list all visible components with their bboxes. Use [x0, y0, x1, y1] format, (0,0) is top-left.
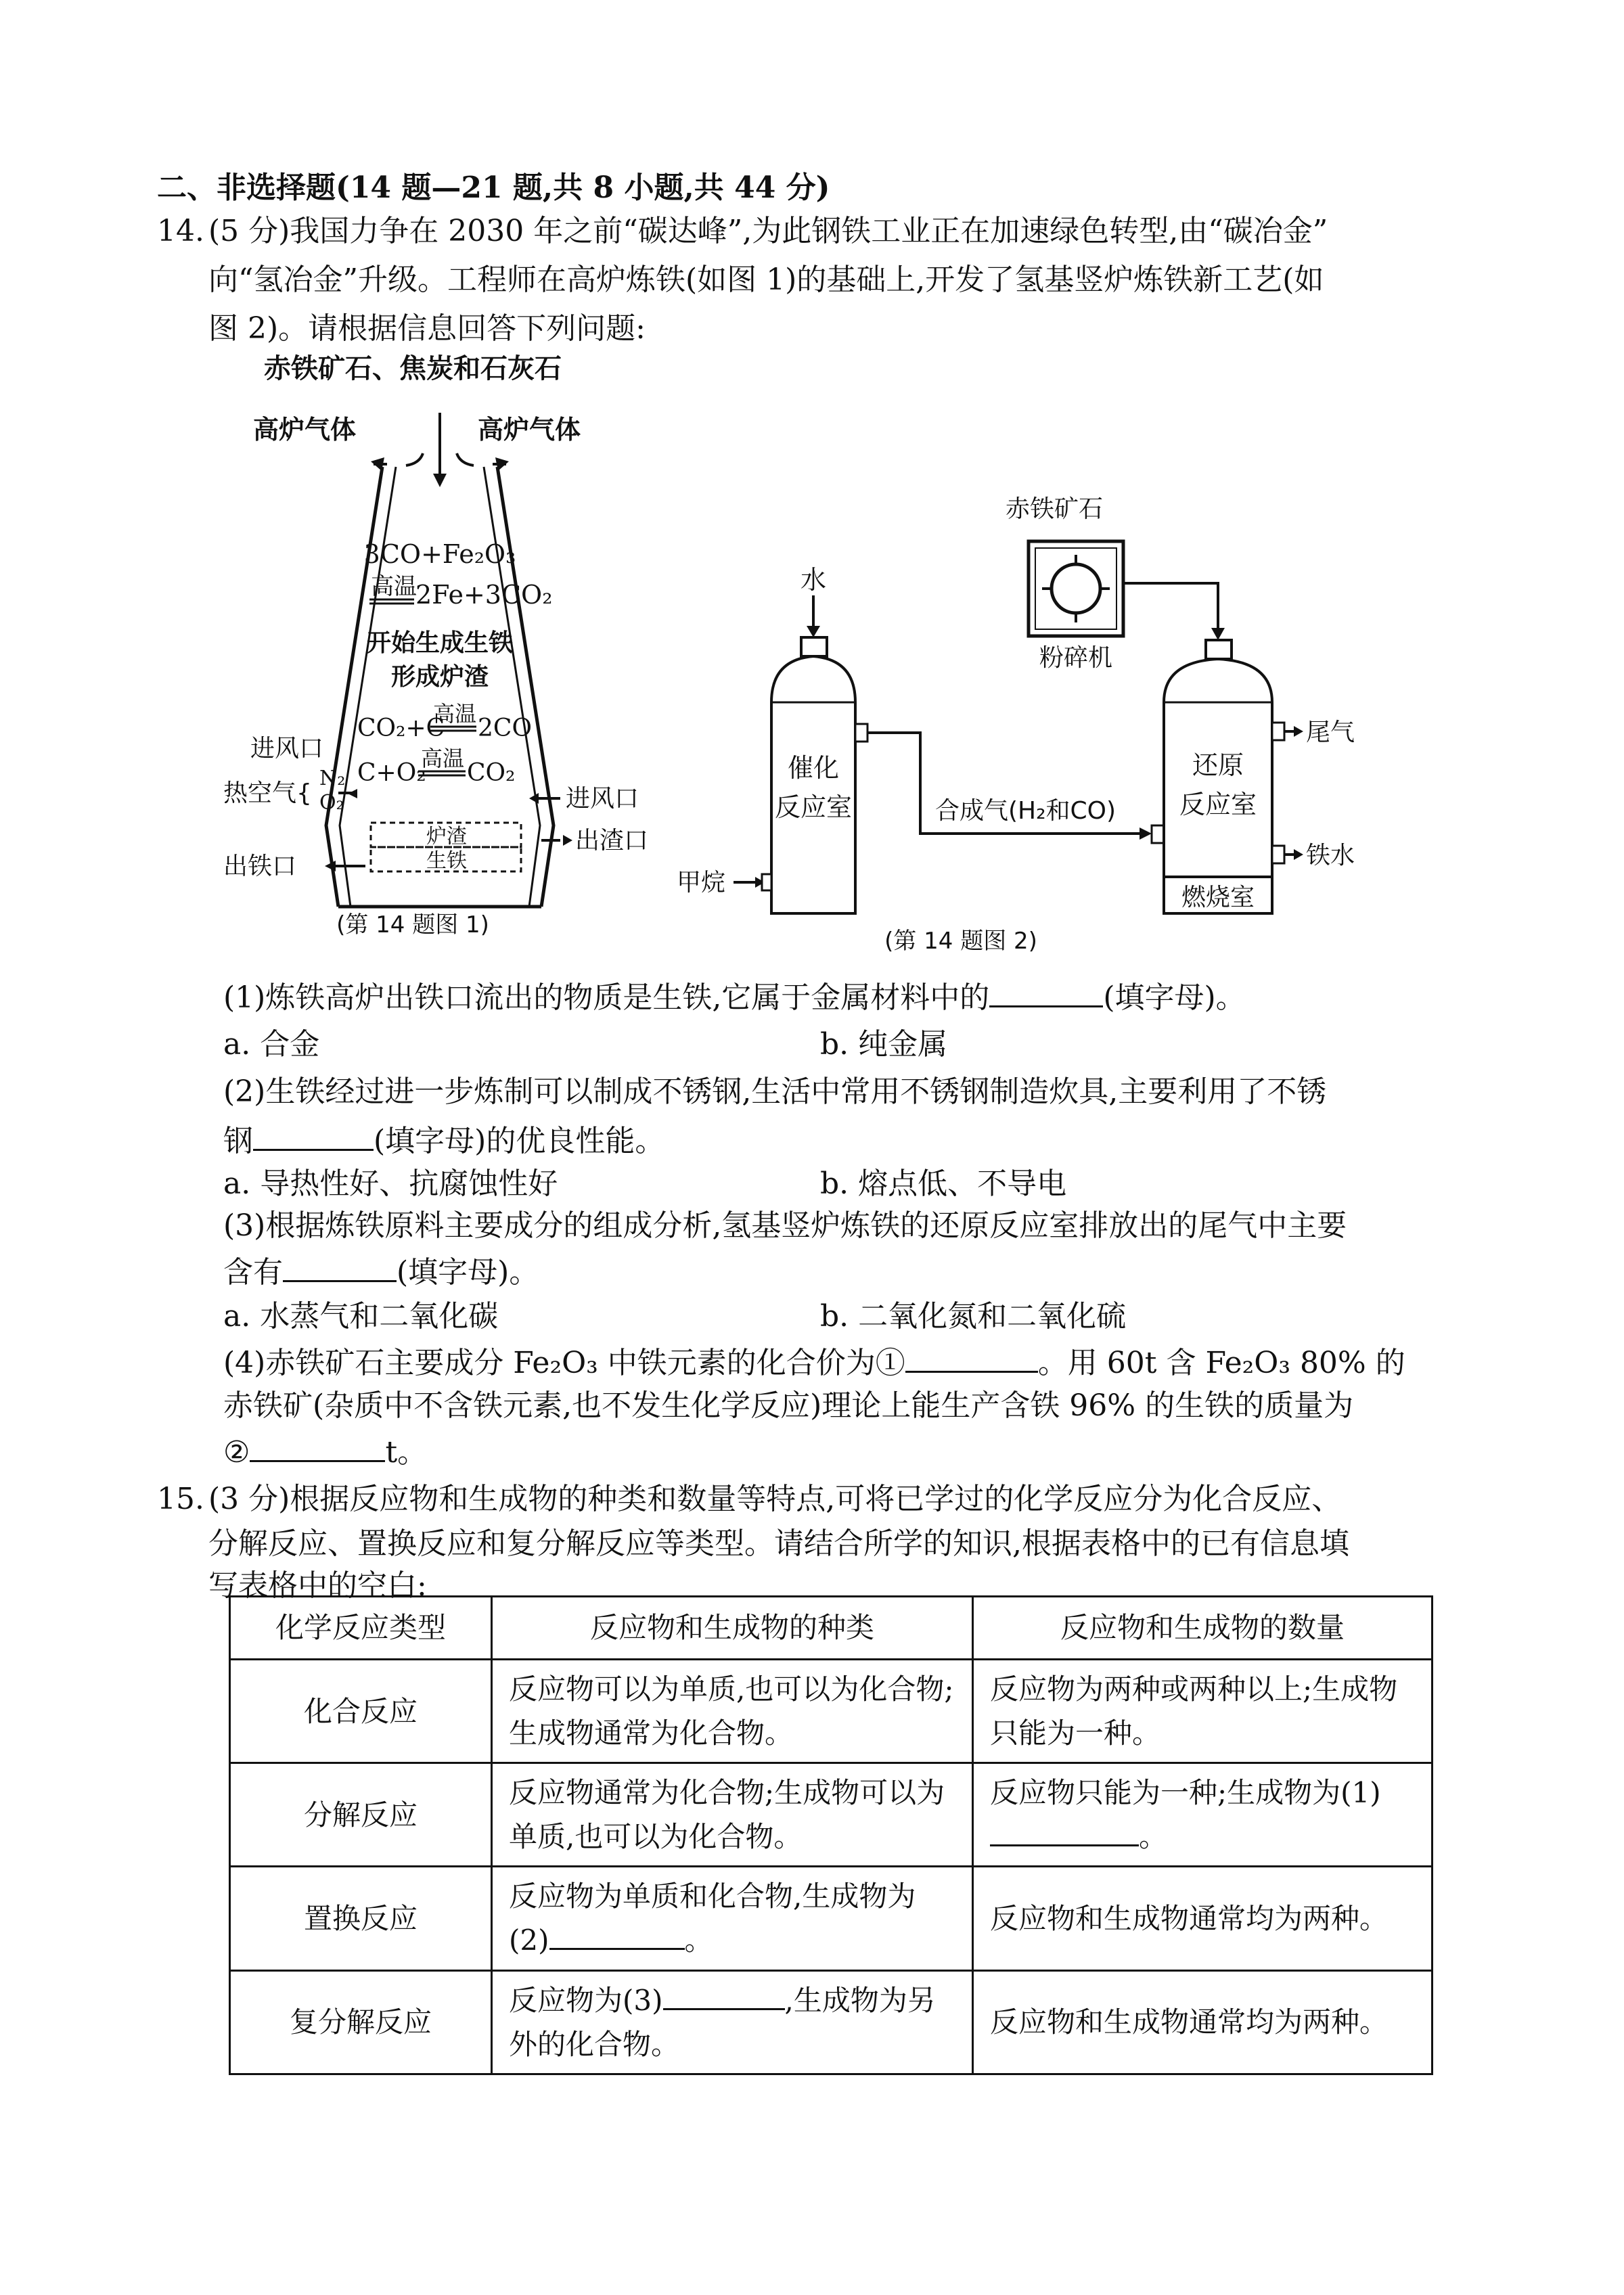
q14-intro-line-3: 图 2)。请根据信息回答下列问题:: [208, 311, 646, 346]
table-cell-kinds: 反应物通常为化合物;生成物可以为单质,也可以为化合物。: [492, 1763, 973, 1867]
table-cell-count-text-b: 。: [1139, 1820, 1168, 1854]
q14-sub4-line-1: [223, 1344, 1405, 1382]
table-row: [230, 1660, 1433, 1763]
q15-blank-3[interactable]: [663, 1982, 785, 2010]
fig2-reduction-2: 反应室: [1179, 790, 1257, 819]
q14-sub2-blank[interactable]: [253, 1122, 374, 1151]
fig1-eq3-right: CO₂: [467, 759, 516, 787]
fig2-reduction-1: 还原: [1192, 750, 1244, 780]
q14-sub1: [223, 978, 1246, 1016]
q15-blank-2[interactable]: [549, 1922, 685, 1950]
q14-sub4-text-a: (4)赤铁矿石主要成分 Fe₂O₃ 中铁元素的化合价为①: [223, 1346, 905, 1380]
fig2-water: 水: [800, 565, 827, 595]
table-cell-kinds-text-b: ,生成物为另外的化合物。: [509, 1983, 936, 2061]
fig2-tail-gas: 尾气: [1306, 719, 1355, 746]
fig1-eq3-left: C+O₂: [357, 759, 426, 787]
fig1-gas-right: 高炉气体: [477, 415, 581, 445]
q14-number: 14.: [157, 214, 204, 248]
fig1-eq1-top: 3CO+Fe₂O₃: [363, 539, 516, 569]
table-row: [230, 1867, 1433, 1970]
reaction-type-table: [229, 1595, 1433, 2075]
fig1-eq2-cond: 高温: [433, 701, 477, 727]
q14-sub2-option-b[interactable]: b. 熔点低、不导电: [820, 1166, 1067, 1201]
q14-sub3-line-1: (3)根据炼铁原料主要成分的组成分析,氢基竖炉炼铁的还原反应室排放出的尾气中主要: [223, 1208, 1347, 1243]
fig1-slag: 炉渣: [426, 825, 467, 848]
q14-sub4-line-2: 赤铁矿(杂质中不含铁元素,也不发生化学反应)理论上能生产含铁 96% 的生铁的质量为: [223, 1388, 1354, 1423]
fig1-top-label: 赤铁矿石、焦炭和石灰石: [264, 353, 562, 384]
q14-sub2-option-a[interactable]: a. 导热性好、抗腐蚀性好: [223, 1166, 558, 1201]
table-cell-count: 反应物和生成物通常均为两种。: [973, 1970, 1433, 2074]
fig1-n2: N₂: [319, 767, 346, 790]
table-row: [230, 1970, 1433, 2074]
fig1-hot-air: 热空气{: [223, 779, 312, 807]
fig1-eq3-cond: 高温: [421, 746, 465, 771]
table-cell-count-text-a: 反应物只能为一种;生成物为(1): [990, 1776, 1381, 1810]
table-cell-type: 化合反应: [230, 1660, 492, 1763]
q14-sub1-option-a[interactable]: a. 合金: [223, 1027, 320, 1062]
fig2-catalytic-2: 反应室: [774, 792, 853, 822]
table-cell-type: 复分解反应: [230, 1970, 492, 2074]
fig1-slag-outlet: 出渣口: [575, 827, 649, 855]
q14-sub1-text-a: (1)炼铁高炉出铁口流出的物质是生铁,它属于金属材料中的: [223, 980, 990, 1015]
shaft-furnace-diagram: [677, 487, 1435, 961]
fig1-eq2-left: CO₂+C: [357, 714, 445, 742]
fig1-note-1: 开始生成生铁: [366, 629, 514, 657]
table-cell-count: 反应物为两种或两种以上;生成物只能为一种。: [973, 1660, 1433, 1763]
fig2-methane: 甲烷: [677, 869, 726, 896]
table-cell-kinds: [492, 1970, 973, 2074]
q14-sub4-text-b: 。用 60t 含 Fe₂O₃ 80% 的: [1037, 1346, 1405, 1380]
q15-intro-line-2: 分解反应、置换反应和复分解反应等类型。请结合所学的知识,根据表格中的已有信息填: [208, 1526, 1349, 1561]
table-cell-count: [973, 1763, 1433, 1867]
fig1-eq2-right: 2CO: [478, 714, 532, 742]
q14-sub3-text-b: (填字母)。: [397, 1255, 539, 1290]
q14-sub1-text-b: (填字母)。: [1103, 980, 1246, 1015]
fig1-gas-left: 高炉气体: [252, 415, 357, 445]
q14-sub1-blank[interactable]: [989, 978, 1103, 1007]
q14-sub2-text-a: 钢: [223, 1124, 253, 1158]
blast-furnace-diagram: [203, 352, 677, 947]
table-cell-type: 分解反应: [230, 1763, 492, 1867]
fig1-caption: (第 14 题图 1): [336, 911, 489, 938]
fig2-syngas: 合成气(H₂和CO): [935, 797, 1116, 825]
q14-sub2-line-1: (2)生铁经过进一步炼制可以制成不锈钢,生活中常用不锈钢制造炊具,主要利用了不锈: [223, 1074, 1327, 1109]
q15-blank-1[interactable]: [990, 1819, 1139, 1846]
fig1-eq1-cond: 高温: [371, 573, 417, 600]
table-header-row: [230, 1597, 1433, 1660]
table-cell-kinds-text-b: 。: [684, 1924, 713, 1957]
q14-sub3-blank[interactable]: [283, 1253, 397, 1282]
q14-sub4-line-3: [223, 1433, 427, 1471]
q14-sub3-text-a: 含有: [223, 1255, 283, 1290]
q15-number: 15.: [157, 1482, 204, 1516]
q14-intro-line-1: (5 分)我国力争在 2030 年之前“碳达峰”,为此钢铁工业正在加速绿色转型,由“碳冶金”: [208, 214, 1328, 248]
fig2-caption: (第 14 题图 2): [884, 928, 1037, 955]
q14-sub2-line-2: [223, 1122, 664, 1160]
fig1-inlet-right: 进风口: [566, 785, 639, 813]
fig1-iron-outlet: 出铁口: [223, 853, 297, 880]
table-row: [230, 1763, 1433, 1867]
table-header-type: 化学反应类型: [230, 1597, 492, 1660]
table-cell-type: 置换反应: [230, 1867, 492, 1970]
fig1-inlet-left: 进风口: [250, 735, 324, 763]
q14-sub4-text-d: t。: [385, 1435, 428, 1470]
table-cell-kinds: [492, 1867, 973, 1970]
table-cell-kinds: 反应物可以为单质,也可以为化合物;生成物通常为化合物。: [492, 1660, 973, 1763]
q14-sub2-text-b: (填字母)的优良性能。: [374, 1124, 665, 1158]
q14-sub3-line-2: [223, 1253, 539, 1291]
fig2-molten-iron: 铁水: [1306, 842, 1355, 869]
fig2-crusher: 粉碎机: [1039, 644, 1113, 672]
q14-sub4-text-c: ②: [223, 1435, 250, 1470]
fig1-note-2: 形成炉渣: [390, 663, 489, 691]
q15-intro-line-3: 写表格中的空白:: [208, 1568, 427, 1603]
fig2-catalytic-1: 催化: [787, 753, 840, 783]
fig2-ore: 赤铁矿石: [1005, 495, 1104, 523]
section-heading: 二、非选择题(14 题—21 题,共 8 小题,共 44 分): [157, 171, 830, 205]
q14-sub4-blank-1[interactable]: [905, 1344, 1038, 1373]
q14-sub4-blank-2[interactable]: [250, 1433, 385, 1462]
table-cell-count: 反应物和生成物通常均为两种。: [973, 1867, 1433, 1970]
fig1-pig-iron: 生铁: [426, 849, 467, 873]
q14-sub3-option-a[interactable]: a. 水蒸气和二氧化碳: [223, 1299, 499, 1334]
q14-sub1-option-b[interactable]: b. 纯金属: [820, 1027, 948, 1062]
table-cell-kinds-text-a: 反应物为单质和化合物,生成物为(2): [509, 1880, 916, 1957]
fig1-o2: O₂: [319, 791, 344, 815]
fig1-eq1-bottom: 2Fe+3CO₂: [415, 580, 553, 610]
table-cell-kinds-text-a: 反应物为(3): [509, 1983, 663, 2017]
q14-intro-line-2: 向“氢冶金”升级。工程师在高炉炼铁(如图 1)的基础上,开发了氢基竖炉炼铁新工艺(如: [208, 263, 1324, 297]
table-header-kinds: 反应物和生成物的种类: [492, 1597, 973, 1660]
q15-intro-line-1: (3 分)根据反应物和生成物的种类和数量等特点,可将已学过的化学反应分为化合反应、: [208, 1482, 1342, 1516]
fig2-combustion: 燃烧室: [1181, 884, 1255, 911]
q14-sub3-option-b[interactable]: b. 二氧化氮和二氧化硫: [820, 1299, 1127, 1334]
table-header-count: 反应物和生成物的数量: [973, 1597, 1433, 1660]
